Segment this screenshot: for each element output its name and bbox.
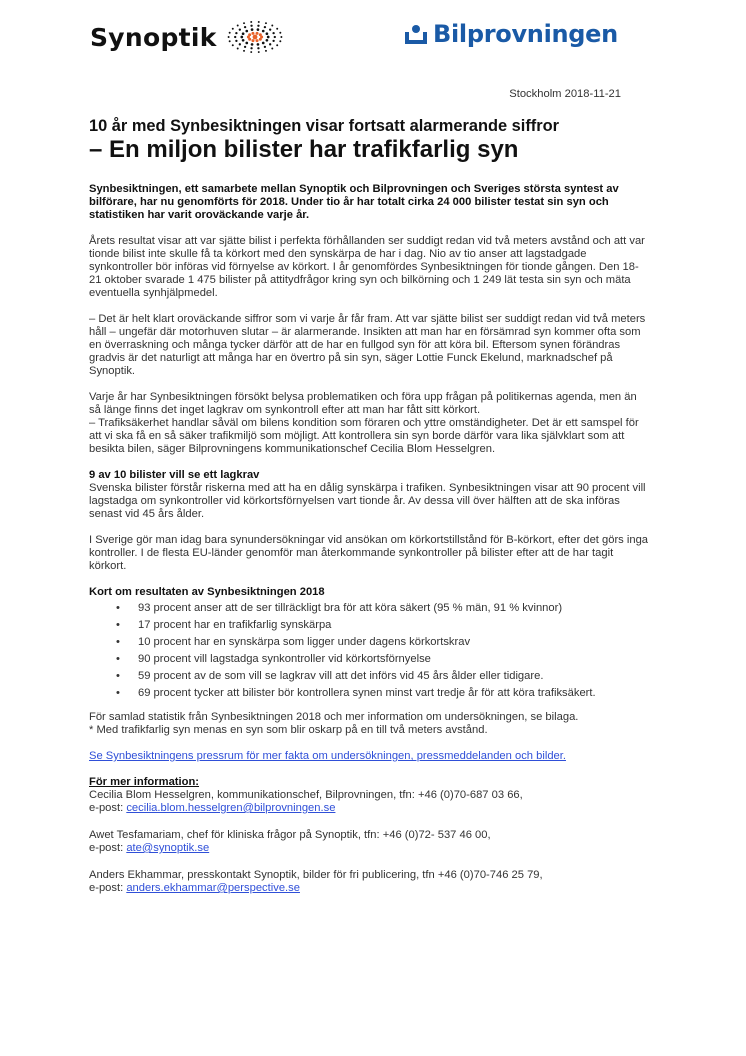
list-item: • 69 procent tycker att bilister bör kontrollera synen minst vart tredje år för att köra trafiksäkert. [116,687,596,699]
contact-line: Anders Ekhammar, presskontakt Synoptik, bilder för fri publicering, tfn +46 (0)70-746 25 79, [89,869,543,881]
results-list [89,602,649,700]
email-link[interactable]: ate@synoptik.se [126,842,210,854]
contact-block-1 [89,776,649,815]
body-paragraph-results: Årets resultat visar att var sjätte bilist i perfekta förhållanden ser suddigt redan vid två meters avstånd och att var tionde bilist inte skulle få ta körkort med den synskärpa de har i dag. Nio av tio anser att lagstadgade synkontroller bör införas vid förnyelse av körkort. I år genomfördes Synbesiktningen för tionde gången. Den 18-21 oktober svarade 1 475 bilister på attitydfrågor kring syn och bilkörning och 1 249 lät testa sin syn och mäta eventuella synhjälpmedel. [89,235,645,299]
bullet-icon: • [116,602,120,614]
body-paragraph-quote-bilprovningen [89,391,649,456]
list-item: • 90 procent vill lagstadga synkontroller vid körkortsförnyelse [116,653,431,665]
list-item: • 17 procent har en trafikfarlig synskärpa [116,619,332,631]
bilprovningen-symbol-icon [404,22,428,46]
contact-line: Awet Tesfamariam, chef för kliniska frågor på Synoptik, tfn: +46 (0)72- 537 46 00, [89,829,491,841]
contacts-heading: För mer information: [89,776,200,788]
note-statistics: För samlad statistik från Synbesiktningen 2018 och mer information om undersökningen, se bilaga. [89,711,579,723]
subheadline: – En miljon bilister har trafikfarlig syn [89,136,519,163]
body-line-lagkrav: Varje år har Synbesiktningen försökt belysa problematiken och föra upp frågan på politikernas agenda, men än så länge finns det inget lagkrav om synkontroll efter att man har fått sitt körkort. [89,391,637,416]
list-item: • 10 procent har en synskärpa som ligger under dagens körkortskrav [116,636,471,648]
synoptik-wordmark: Synoptik [90,22,217,52]
press-release [89,88,649,909]
note-definition: * Med trafikfarlig syn menas en syn som blir oskarp på en till två meters avstånd. [89,724,488,736]
body-paragraph-eu: I Sverige gör man idag bara synundersökningar vid ansökan om körkortstillstånd för B-körkort, efter det görs inga kontroller. I de flesta EU-länder genomför man återkommande synkontroller på bilister efter att de har tagit körkort. [89,534,649,572]
email-link[interactable]: anders.ekhammar@perspective.se [126,882,300,894]
email-label: e-post: [89,882,124,894]
lead-paragraph: Synbesiktningen, ett samarbete mellan Synoptik och Bilprovningen och Sveriges största syntest av bilförare, har nu genomförts för 2018. Under tio år har totalt cirka 24 000 bilister testat sin syn och statistiken har varit oroväckande varje år. [89,183,619,221]
email-label: e-post: [89,802,124,814]
bullet-icon: • [116,619,120,631]
section-text-lagkrav: Svenska bilister förstår riskerna med att ha en dålig synskärpa i trafiken. Synbesiktningen visar att 90 procent vill lagstadga om synkontroller vid körkortsförnyelsen vart tionde år. Av dessa vill över hälften att de ska införas senast vid 45 års ålder. [89,482,646,520]
list-item: • 59 procent av de som vill se lagkrav vill att det införs vid 45 års ålder eller tidigare. [116,670,544,682]
synoptik-logo [90,20,284,54]
list-item: • 93 procent anser att de ser tillräckligt bra för att köra säkert (95 % män, 91 % kvinnor) [116,602,563,614]
headline: 10 år med Synbesiktningen visar fortsatt alarmerande siffror [89,117,560,135]
contact-block-3 [89,869,649,895]
email-link[interactable]: cecilia.blom.hesselgren@bilprovningen.se [126,802,336,814]
section-heading-lagkrav: 9 av 10 bilister vill se ett lagkrav [89,469,260,481]
pressroom-link[interactable]: Se Synbesiktningens pressrum för mer fakta om undersökningen, pressmeddelanden och bilder. [89,750,566,762]
bilprovningen-wordmark: Bilprovningen [433,20,618,48]
body-line-trafiksakerhet: – Trafiksäkerhet handlar såväl om bilens kondition som föraren och yttre omständigheter. Det är ett samspel för att vi ska få en så säker trafikmiljö som möjligt. Att kontrollera sin syn borde därför vara lika självklart som att besikta bilen, säger Bilprovningens kommunikationschef Cecilia Blom Hesselgren. [89,417,639,455]
notes [89,711,649,737]
body-paragraph-quote-synoptik: – Det är helt klart oroväckande siffror som vi varje år får fram. Att var sjätte bilist ser suddigt redan vid två meters håll – ungefär där motorhuven slutar – är alarmerande. Insikten att man har en försämrad syn kommer ofta som en överraskning och många tycker därför att de har en fullgod syn för att köra bil. Eftersom synen förändras gradvis är det naturligt att många har en övertro på sin syn, säger Lottie Funck Ekelund, marknadschef på Synoptik. [89,313,646,377]
contact-block-2 [89,829,649,855]
email-label: e-post: [89,842,124,854]
pressroom-paragraph [89,750,649,763]
bullet-icon: • [116,670,120,682]
bilprovningen-logo [404,20,618,48]
bullet-icon: • [116,653,120,665]
section-heading-resultat: Kort om resultaten av Synbesiktningen 2018 [89,586,325,598]
synoptik-dot-icon [226,20,284,54]
bullet-icon: • [116,636,120,648]
header-logos [0,14,746,60]
contact-line: Cecilia Blom Hesselgren, kommunikationschef, Bilprovningen, tfn: +46 (0)70-687 03 66, [89,789,523,801]
bullet-icon: • [116,687,120,699]
dateline: Stockholm 2018-11-21 [509,88,621,100]
